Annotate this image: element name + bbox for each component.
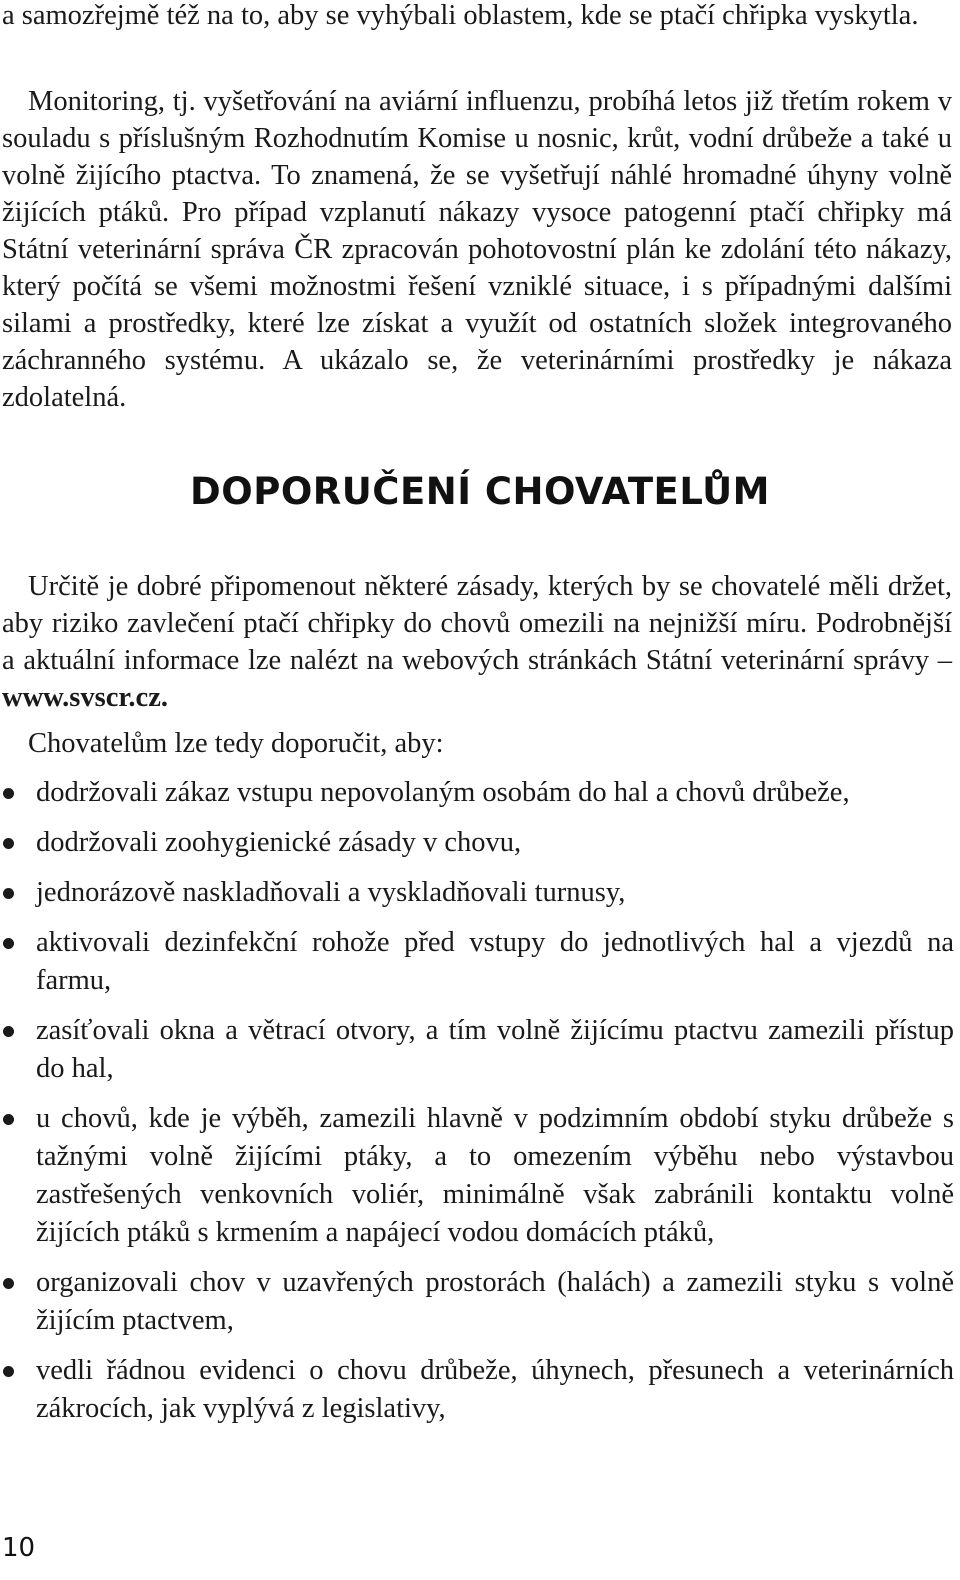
bullet-icon [3,1114,14,1125]
list-item [2,774,954,812]
list-item [2,824,954,862]
list-item [2,1352,954,1428]
list-item-text: jednorázově naskladňovali a vyskladňovali turnusy, [36,877,626,908]
list-item-text: dodržovali zoohygienické zásady v chovu, [36,827,522,858]
bullet-icon [3,788,14,799]
list-item [2,874,954,912]
list-item-text: aktivovali dezinfekční rohože před vstupy do jednotlivých hal a vjezdů na farmu, [36,927,954,996]
bullet-icon [3,838,14,849]
list-item [2,924,954,1000]
list-item [2,1264,954,1340]
bullet-icon [3,1026,14,1037]
paragraph-continued: a samozřejmě též na to, aby se vyhýbali oblastem, kde se ptačí chřipka vyskytla. [2,0,919,31]
page-number: 10 [2,1533,36,1563]
list-item-text: dodržovali zákaz vstupu nepovolaným osobám do hal a chovů drůbeže, [36,777,850,808]
list-item-text: organizovali chov v uzavřených prostorách (halách) a zamezili styku s volně žijícím ptactvem, [36,1267,954,1336]
bullet-icon [3,1366,14,1377]
list-item-text: vedli řádnou evidenci o chovu drůbeže, úhynech, přesunech a veterinárních zákrocích, jak vyplývá z legislativy, [36,1355,954,1424]
list-item-text: u chovů, kde je výběh, zamezili hlavně v podzimním období styku drůbeže s tažnými volně žijícími ptáky, a to omezením výběhu nebo výstavbou zastřešených venkovních voliér, minimálně však zabránili kontaktu volně žijících ptáků s krmením a napájecí vodou domácích ptáků, [36,1103,954,1248]
paragraph-intro-text: Určitě je dobré připomenout některé zásady, kterých by se chovatelé měli držet, aby riziko zavlečení ptačí chřipky do chovů omezili na nejnižší míru. Podrobnější a aktuální informace lze nalézt na webových stránkách Státní veterinární správy – [2,571,952,676]
list-item [2,1100,954,1252]
paragraph-lead: Chovatelům lze tedy doporučit, aby: [28,728,444,759]
list-item [2,1012,954,1088]
list-item-text: zasíťovali okna a větrací otvory, a tím volně žijícímu ptactvu zamezili přístup do hal, [36,1015,954,1084]
paragraph-intro [2,568,952,716]
paragraph-monitoring: Monitoring, tj. vyšetřování na aviární influenzu, probíhá letos již třetím rokem v souladu s příslušným Rozhodnutím Komise u nosnic, krůt, vodní drůbeže a také u volně žijícího ptactva. To znamená, že se vyšetřují náhlé hromadné úhyny volně žijících ptáků. Pro případ vzplanutí nákazy vysoce patogenní ptačí chřipky má Státní veterinární správa ČR zpracován pohotovostní plán ke zdolání této nákazy, který počítá se všemi možnostmi řešení vzniklé situace, i s případnými dalšími silami a prostředky, které lze získat a využít od ostatních složek integrovaného záchranného systému. A ukázalo se, že veterinárními prostředky je nákaza zdolatelná. [2,86,952,413]
bullet-icon [3,1278,14,1289]
bullet-icon [3,938,14,949]
recommendations-list [2,774,954,1440]
section-heading: DOPORUČENÍ CHOVATELŮM [190,470,770,513]
website-link[interactable]: www.svscr.cz. [2,682,168,713]
bullet-icon [3,888,14,899]
